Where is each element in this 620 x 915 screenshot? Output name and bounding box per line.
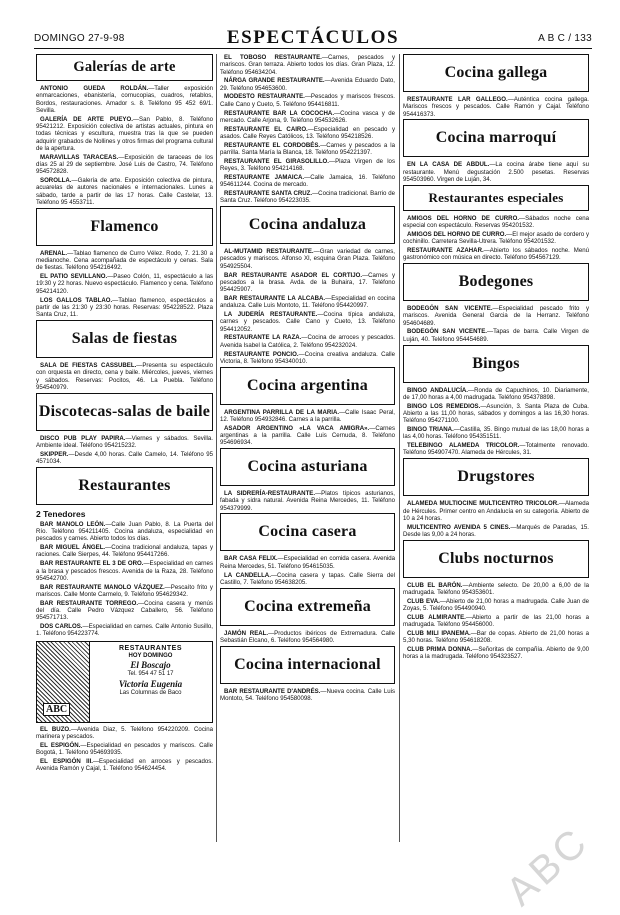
listing-entry-name: AL-MUTAMID RESTAURANTE. [224, 248, 314, 256]
listing-entry [36, 297, 213, 319]
listing-entry-text: —Asunción, 3. Santa Plaza de Cuba. Abierto a las 11,00 horas, sábados y domingos a las 16,30 horas. Teléfono 954271100. [403, 402, 589, 425]
listing-entry [403, 161, 589, 183]
listing-entry-text: —Productos ibéricos de Extremadura. Calle Sebastián Elcano, 6. Teléfono 954564980. [220, 629, 395, 644]
ad-photo [37, 642, 90, 722]
listing-entry-name: BAR RESTAURANTE MANOLO VÁZQUEZ. [40, 583, 165, 591]
section-heading-bingos: Bingos [403, 345, 589, 383]
listing-entry-name: BAR RESTAURANTE D'ANDRÉS. [224, 687, 321, 695]
section-heading-drugstores: Drugstores [403, 458, 589, 496]
listing-entry-text: —Especialidad en carnes a la brasa y pescados frescos. Avenida de la Raza, 28. Teléfono 954542700. [36, 560, 213, 582]
listing-entry-name: RESTAURANTE AZAHAR. [407, 246, 484, 254]
listing-entry-text: —Abierto de 21,00 horas a madrugada. Calle Juan de Zoyas, 5. Teléfono 954490940. [403, 597, 589, 613]
listing-galerias [34, 85, 215, 206]
listing-entry [220, 490, 395, 512]
listing-entry [220, 555, 395, 570]
ad-phone: Tel. 954 47 51 17 [127, 670, 174, 677]
listing-entry [220, 77, 395, 92]
section-heading-casera: Cocina casera [220, 513, 395, 551]
listing-internacional [218, 688, 397, 703]
section-heading-marroqui: Cocina marroquí [403, 119, 589, 157]
listing-entry-name: RESTAURANTE SANTA CRUZ. [224, 190, 313, 198]
listing-entry [403, 96, 589, 118]
column-divider [399, 54, 400, 842]
listing-entry-name: EL BUZO. [40, 725, 71, 733]
listing-andaluza [218, 248, 397, 365]
section-heading-internacional: Cocina internacional [220, 646, 395, 684]
listing-entry [220, 688, 395, 703]
listing-entry [220, 425, 395, 447]
listing-entry-text: —Viernes y sábados. Sevilla. Ambiente ideal. Teléfono 954215232. [36, 434, 213, 449]
listing-entry-text: —Taller exposición enmarcaciones, ebanistería, cornucopias, cuadros, retablos, Bordos, restauraciones. Amador s. 8. Teléfono 95 452 69/1. Sevilla. [36, 85, 213, 114]
listing-entry-text: —Cocina casera y tapas. Calle Sierra del Castillo, 7. Teléfono 954638205. [220, 571, 395, 586]
listing-entry-text: —Cocina de arroces y pescados. Avenida Isabel la Católica, 2. Teléfono 954232024. [220, 334, 395, 349]
listing-entry [36, 273, 213, 295]
listing-entry-name: RESTAURANTE EL CORDOBÉS. [224, 141, 321, 149]
column-1 [34, 54, 215, 774]
listing-entry-text: —Especialidad en comida casera. Avenida Reina Mercedes, 51. Teléfono 954615035. [220, 555, 395, 570]
listing-entry-name: CLUB EVA. [407, 597, 440, 605]
listing-especiales [401, 215, 591, 262]
listing-entry-name: BAR CASA FELIX. [224, 555, 278, 563]
listing-entry-text: —Alameda de Hércules. Primer centro en Andalucía en su categoría. Abierto de 10 a 24 horas. [403, 500, 589, 522]
listing-entry-text: —Totalmente renovado. Teléfono 954907470. Alameda de Hércules, 31. [403, 442, 589, 457]
listing-entry [36, 600, 213, 622]
listing-entry [36, 250, 213, 272]
section-heading-flamenco: Flamenco [36, 208, 213, 246]
listing-entry [220, 174, 395, 189]
listing-entry [36, 521, 213, 543]
column-3 [401, 54, 591, 662]
ad-headline: RESTAURANTES [118, 644, 183, 652]
listing-entry-name: BODEGÓN SAN VICENTE. [407, 305, 493, 313]
listing-entry [220, 272, 395, 294]
listing-entry [36, 435, 213, 450]
listing-entry [220, 190, 395, 205]
listing-bingos [401, 387, 591, 457]
listing-entry-name: DISCO PUB PLAY PAPIRA. [40, 434, 126, 442]
section-heading-clubs: Clubs nocturnos [403, 540, 589, 578]
listing-entry [220, 409, 395, 424]
listing-entry-text: —Plaza Virgen de los Reyes, 3. Teléfono 954214168. [220, 157, 395, 173]
listing-casera [218, 555, 397, 586]
listing-entry [36, 758, 213, 773]
listing-entry [403, 614, 589, 629]
listing-marroqui [401, 161, 591, 183]
ad-logo: ABC [43, 703, 70, 716]
listing-entry-text: —Tablao flamenco de Curro Vélez. Rodo, 7. 21.30 a medianoche. Cena acompañada de espectáculo y cenas. Sala de fiestas. Teléfono 954216492. [36, 249, 213, 272]
listing-entry-name: BAR MANOLO LEÓN. [40, 520, 106, 528]
listing-entry-name: TELEBINGO ALAMEDA TRICOLOR. [407, 442, 520, 450]
ad-text [93, 645, 208, 696]
listing-entry-text: —Abierto a partir de las 21,00 horas a madrugada. Teléfono 954456000. [403, 613, 590, 629]
listing-entry-name: EL ESPIGÓN III. [40, 757, 93, 765]
listing-entry-text: —Especialidad en carnes. Calle Antonio Susillo, 1. Teléfono 954223774. [36, 623, 213, 638]
listing-entry-name: EL TOBOSO RESTAURANTE. [224, 54, 322, 61]
listing-entry [403, 328, 589, 343]
listing-flamenco [34, 250, 215, 319]
listing-extremena [218, 630, 397, 645]
listing-entry [403, 387, 589, 402]
listing-entry-name: CLUB ALMIRANTE. [407, 613, 466, 621]
listing-entry [36, 623, 213, 638]
listing-entry-name: CLUB PRIMA DONNA. [407, 646, 473, 654]
listing-entry-name: AMIGOS DEL HORNO DE CURRO. [407, 214, 520, 222]
listing-entry-text: —Cocina casera y menús del día. Calle Pedro Vázquez Caballero, 56. Teléfono 954571713. [36, 599, 213, 622]
ad-venue-1: El Boscajo [130, 659, 171, 670]
listing-entry-name: BAR RESTAURANTE TORREGO. [40, 599, 139, 607]
section-heading-discotecas: Discotecas-salas de baile [36, 393, 213, 431]
listing-entry [220, 142, 395, 157]
listing-entry-name: MULTICENTRO AVENIDA 5 CINES. [407, 523, 511, 531]
listing-entry-name: LA JUDERÍA RESTAURANTE. [224, 311, 318, 319]
listing-entry-name: ARGENTINA PARRILLA DE LA MARIA. [224, 408, 340, 416]
listing-entry-name: BAR RESTAURANTE ASADOR EL CORTIJO. [224, 271, 363, 279]
listing-argentina [218, 409, 397, 447]
listing-entry-text: —Presenta su espectáculo con orquesta en directo, cena y baile. Miércoles, jueves, viernes y sábados. Reservas: Pocitos, 46. La Puebla. Teléfono 954540979. [36, 361, 213, 391]
listing-entry [403, 598, 589, 613]
section-heading-andaluza: Cocina andaluza [220, 206, 395, 244]
listing-entry [220, 311, 395, 333]
page-number: A B C / 133 [538, 33, 592, 44]
listing-entry-text: —Avenida Eduardo Dato, 29. Teléfono 954653600. [220, 77, 395, 92]
listing-restaurantes [34, 521, 215, 638]
listing-entry-name: BODEGÓN SAN VICENTE. [407, 328, 487, 336]
listing-entry-text: —Marqués de Paradas, 15. Desde las 9,00 a 24 horas. [403, 523, 589, 538]
listing-entry [220, 248, 395, 270]
listing-entry-name: SALA DE FIESTAS CASSUBEL. [40, 361, 137, 369]
listing-entry-text: —Tablao flamenco, espectáculos a partir de las 21:30 y 23:30 horas. Reservas: 954228522. Plaza Santa Cruz, 11. [36, 296, 213, 319]
listing-entry-text: —Especialidad pescado frito y mariscos. Avenida General Garcia de la Herranz. Teléfono 954604689. [403, 305, 589, 327]
listing-entry-text: —Galería de arte. Exposición colectiva de pintura, acuarelas de autores nacionales e internacionales. Lunes a sábado, tarde a partir de las 17 horas. Calle Castelar, 13. Teléfono 95 4553711. [36, 177, 213, 206]
section-heading-bodegones: Bodegones [403, 263, 589, 301]
listing-entry-text: —Calle Isaac Peral, 12. Teléfono 954932846. Carnes a la parrilla. [220, 408, 396, 423]
listing-entry-text: —Exposición de taraceas de los días 25 al 29 de septiembre. José Luis de Castro, 74. Teléfono 954572828. [36, 153, 213, 176]
listing-entry [220, 93, 395, 108]
listing-entry-name: RESTAURANTE EL CAIRO. [224, 125, 308, 133]
listing-entry-text: —Abierto los sábados noche. Menú gastronómico con música en directo. Teléfono 954567129. [403, 246, 589, 262]
listing-entry-text: —La cocina árabe tiene aquí su restaurante. Menú degustación 2.500 pesetas. Reservas 954503960. Virgen de Luján, 34. [403, 161, 589, 183]
listing-entry-name: CLUB MILI IPANEMA. [407, 629, 471, 637]
listing-entry [36, 560, 213, 582]
listing-entry-text: —San Pablo, 8. Teléfono 95421212. Exposición colectiva de artistas actuales, pintura en todas técnicas y escultura, muestra tras la que se pueden adquirir grabados de Nollines y otros firmas del programa cultural de la apertura. [36, 115, 213, 152]
listing-entry [220, 54, 395, 76]
listing-entry [220, 630, 395, 645]
listing-entry-name: BAR RESTAURANTE EL 3 DE ORO. [40, 560, 144, 568]
listing-entry-name: ANTONIO GUEDA ROLDÁN. [40, 85, 149, 92]
listing-entry-name: RESTAURANTE JAMAICA. [224, 173, 305, 181]
listing-entry-name: MARAVILLAS TARACEAS. [40, 153, 119, 161]
listing-gallega [401, 96, 591, 118]
listing-entry [36, 116, 213, 152]
listing-entry [220, 126, 395, 141]
listing-entry [36, 85, 213, 114]
listing-entry-name: DOS CARLOS. [40, 623, 83, 631]
listing-entry-name: RESTAURANTE LAR GALLEGO. [407, 96, 508, 103]
listing-entry [403, 305, 589, 327]
listing-entry-text: —Tapas de barra. Calle Virgen de Luján, 40. Teléfono 954454689. [403, 328, 590, 343]
column-divider [216, 54, 217, 842]
ad-venue-3: Las Columnas de Baco [119, 689, 182, 696]
listing-bodegones [401, 305, 591, 343]
abc-watermark: ABC [497, 818, 598, 915]
listing-entry [220, 572, 395, 587]
listing-entry [403, 247, 589, 262]
listing-entry-text: —Cocina típica andaluza, carnes y pescados. Calle Cano y Cueto, 13. Teléfono 954412052. [220, 311, 395, 333]
listing-entry-text: —Auténtica cocina gallega. Mariscos frescos y pescados. Calle Ramón y Cajal. Teléfono 954416373. [403, 96, 589, 118]
listing-entry [403, 403, 589, 425]
listing-entry-name: AMIGOS DEL HORNO DE CURRO. [407, 230, 507, 238]
listing-entry-text: —Carnes argentinas a la parrilla. Calle Luis Cernuda, 8. Teléfono 954696934. [220, 424, 395, 447]
listing-entry-text: —Desde 4,00 horas. Calle Camelo, 14. Teléfono 95 4571034. [36, 450, 213, 465]
section-heading-galerias: Galerías de arte [36, 54, 213, 81]
masthead [34, 27, 592, 49]
listing-entry [220, 158, 395, 173]
listing-entry-text: —Pescaíto frito y mariscos. Calle Monte Carmelo, 9. Teléfono 954629342. [36, 583, 213, 598]
section-heading-gallega: Cocina gallega [403, 54, 589, 92]
listing-entry-text: —Ambiente selecto. De 20,00 a 6,00 de la madrugada. Teléfono 954353601. [403, 581, 589, 596]
listing-entry-name: BAR MIGUEL ÁNGEL. [40, 544, 106, 552]
listing-entry [220, 334, 395, 349]
listing-entry [403, 426, 589, 441]
listing-entry-text: —Calle Jamaica, 16. Teléfono 954611244. Cocina de mercado. [220, 173, 395, 189]
listing-entry-text: —Ronda de Capuchinos, 10. Diariamente, de 17,00 horas a 4,00 madrugada. Teléfono 954378898. [403, 386, 589, 401]
listing-entry-text: —Sábados noche cena especial con espectáculo. Reservas 954201532. [403, 214, 589, 230]
listing-entry-name: GALERÍA DE ARTE PUEYO. [40, 115, 133, 123]
listing-entry-text: —Especialidad en arroces y pescados. Avenida Ramón y Cajal, 1. Teléfono 954624454. [36, 757, 213, 773]
listing-entry-text: —Carnes, pescados y mariscos. Gran terraza. Abierto todos los días. Gran Plaza, 12. Teléfono 954634204. [220, 54, 395, 76]
listing-entry-text: —Cocina creativa andaluza. Calle Victoria, 8. Teléfono 954340010. [220, 350, 395, 365]
listing-entry [403, 442, 589, 457]
listing-entry [403, 582, 589, 597]
listing-entry-name: RESTAURANTE PONCIO. [224, 350, 299, 358]
listing-entry-text: —Paseo Colón, 11, espectáculo a las 19:30 y 22 horas. Nuevo espectáculo. Flamenco y cena. Teléfono 954214120. [36, 273, 214, 295]
listing-entry [403, 231, 589, 246]
listing-entry-name: RESTAURANTE EL GIRASOLILLO. [224, 157, 329, 165]
listing-entry-text: —Pescados y mariscos frescos. Calle Cano y Cueto, 5. Teléfono 954416811. [220, 93, 395, 108]
listing-entry-name: RESTAURANTE BAR LA COCOCHA. [224, 109, 335, 117]
listing-entry-text: —Calle Juan Pablo, 8. La Puerta del Río. Teléfono 954211405. Cocina andaluza, especialidad en pescados y carnes. Abierto todos los días. [36, 520, 213, 543]
listing-entry-text: —Especialidad en pescado y asados. Calle Reyes Católicos, 13. Teléfono 954218526. [220, 125, 395, 140]
listing-entry [36, 726, 213, 741]
listing-entry [36, 584, 213, 599]
listing-entry-name: NÁRGA GRANDE RESTAURANTE. [224, 77, 325, 85]
listing-entry-name: BAR RESTAURANTE LA ALCABA. [224, 294, 326, 302]
section-heading-argentina: Cocina argentina [220, 367, 395, 405]
listing-entry-text: —Señoritas de compañía. Abierto de 9,00 horas a la madrugada. Teléfono 954323527. [403, 646, 589, 661]
listing-after-ad [34, 726, 215, 773]
listing-entry [403, 630, 589, 645]
listing-entry-name: SKIPPER. [40, 450, 69, 458]
listing-entry [403, 500, 589, 522]
listing-entry [220, 295, 395, 310]
section-heading-especiales: Restaurantes especiales [403, 185, 589, 211]
listing-entry-name: JAMÓN REAL. [224, 629, 269, 637]
listing-entry [36, 742, 213, 757]
listing-entry-name: BINGO TRIANA. [407, 426, 454, 434]
listing-entry [403, 646, 589, 661]
listing-entry-text: —Cocina tradicional andaluza, tapas y raciones. Calle Sierpes, 44. Teléfono 954417266. [36, 544, 213, 559]
listing-entry-text: —Castilla, 35. Bingo mutual de las 18,00 horas a las 4,00 horas. Teléfono 954351511. [403, 426, 589, 441]
listing-entry [36, 451, 213, 466]
listing-entry-name: ALAMEDA MULTIOCINE MULTICENTRO TRICOLOR. [407, 500, 559, 508]
listing-entry-name: EL ESPIGÓN. [40, 741, 81, 749]
column-2 [218, 54, 397, 704]
listing-salas [34, 362, 215, 391]
listing-entry-name: ARENAL. [40, 249, 68, 257]
listing-entry-name: LA SIDRERÍA-RESTAURANTE. [224, 490, 316, 498]
section-heading-restaurantes: Restaurantes [36, 467, 213, 505]
listing-entry [36, 177, 213, 206]
listing-entry [220, 351, 395, 366]
listing-discotecas [34, 435, 215, 466]
section-heading-asturiana: Cocina asturiana [220, 448, 395, 486]
listing-entry-text: —Cocina tradicional. Barrio de Santa Cruz. Teléfono 954223035. [220, 190, 395, 205]
listing-entry-text: —Bar de copas. Abierto de 21,00 horas a 5,30 horas. Teléfono 954618208. [403, 629, 589, 645]
listing-entry-name: BINGO LOS REMEDIOS. [407, 402, 481, 410]
listing-entry-text: —El mejor asado de cordero y cochinillo. Carretera Sevilla-Utrera. Teléfono 954201532. [403, 230, 589, 246]
listing-entry-name: EN LA CASA DE ABDUL. [407, 161, 490, 169]
listing-entry-text: —Carnes y pescados a la parrilla. Santa María la Blanca, 18. Teléfono 954221397. [220, 141, 395, 157]
listing-entry-text: —Cocina vasca y de mercado. Calle Arjona, 9. Teléfono 954532626. [220, 109, 395, 124]
listing-entry-text: —Gran variedad de carnes, pescados y mariscos. Alfonso XI, esquina Gran Plaza. Teléfono 954925504. [220, 248, 395, 270]
listing-entry-name: MODESTO RESTAURANTE. [224, 93, 305, 101]
listing-entry-text: —Especialidad en cocina andaluza. Calle Luis Montoto, 11. Teléfono 954420997. [220, 294, 395, 310]
listing-entry-name: LA CANDELLA. [224, 571, 271, 579]
listing-entry-text: —Platos típicos asturianos, fabada y sidra natural. Avenida Reina Mercedes, 11. Teléfono 954379999. [220, 490, 395, 512]
listing-entry-name: CLUB EL BARÓN. [407, 581, 463, 589]
listing-entry-name: BINGO ANDALUCÍA. [407, 386, 468, 394]
listing-entry-text: —Nueva cocina. Calle Luis Montoto, 54. Teléfono 954580098. [220, 687, 395, 703]
listing-entry [220, 110, 395, 125]
listing-entry-text: —Especialidad en pescados y mariscos. Calle Bogotá, 1. Teléfono 954693935. [36, 741, 213, 757]
listing-restaurantes-continued [218, 54, 397, 205]
listing-entry [403, 215, 589, 230]
listing-entry [36, 362, 213, 391]
listing-entry-name: SOROLLA. [40, 177, 72, 185]
listing-entry-name: LOS GALLOS TABLAO. [40, 296, 113, 304]
listing-entry-name: RESTAURANTE LA RAZA. [224, 334, 302, 342]
listing-entry-name: ASADOR ARGENTINO «LA VACA AMIGRA». [224, 424, 370, 432]
subheading-tenedores: 2 Tenedores [36, 508, 86, 519]
listing-drugstores [401, 500, 591, 538]
listing-entry [36, 154, 213, 176]
listing-entry [36, 544, 213, 559]
listing-entry [403, 524, 589, 539]
section-title: ESPECTÁCULOS [226, 27, 400, 48]
section-heading-extremena: Cocina extremeña [220, 588, 395, 626]
listing-entry-name: EL PATIO SEVILLANO. [40, 273, 108, 281]
restaurant-advertisement [36, 641, 213, 723]
section-heading-salas: Salas de fiestas [36, 320, 213, 358]
listing-entry-text: —Carnes y pescados a la brasa. Avda. de la Buhaira, 17. Teléfono 954425907. [220, 271, 396, 294]
listing-asturiana [218, 490, 397, 512]
ad-subline: HOY DOMINGO [128, 652, 173, 659]
listing-clubs [401, 582, 591, 661]
listing-entry-text: —Avenida Diaz, 5. Teléfono 954220209. Cocina marinera y pescados. [36, 725, 214, 741]
issue-date: DOMINGO 27-9-98 [34, 33, 125, 44]
ad-venue-2: Victoria Eugenia [118, 678, 183, 689]
